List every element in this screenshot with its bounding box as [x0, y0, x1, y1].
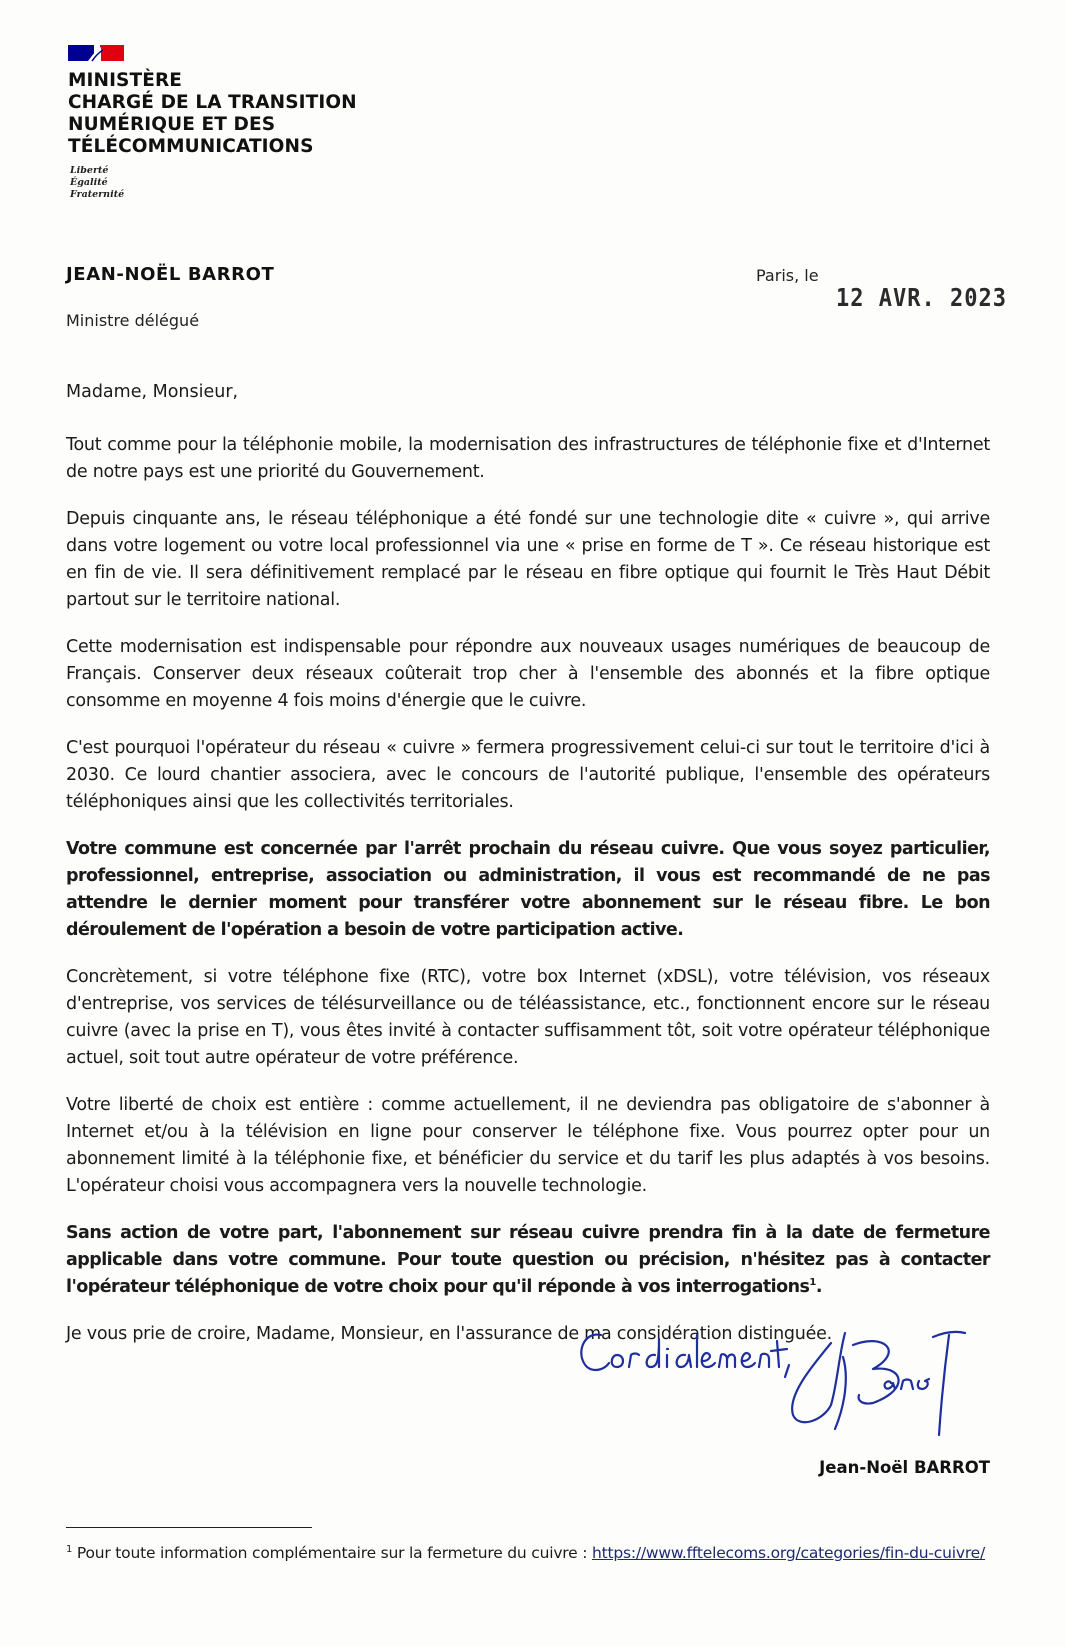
footnote	[66, 1542, 1006, 1565]
paragraph: Cette modernisation est indispensable pour répondre aux nouveaux usages numériques de beaucoup de Français. Conserver deux réseaux coûterait trop cher à l'ensemble des abonnés et la fibre optique consomme en moyenne 4 fois moins d'énergie que le cuivre.	[66, 637, 990, 711]
ministry-line: NUMÉRIQUE ET DES	[68, 114, 276, 135]
paragraph: Je vous prie de croire, Madame, Monsieur, en l'assurance de ma considération distinguée.	[66, 1324, 832, 1344]
marianne-flag-logo	[68, 42, 126, 64]
salutation: Madame, Monsieur,	[66, 382, 239, 402]
footnote-ref: 1	[809, 1277, 816, 1289]
motto-fraternite: Fraternité	[70, 189, 125, 200]
letter-body	[66, 432, 990, 1368]
paragraph-bold	[66, 1220, 990, 1301]
ministry-line: CHARGÉ DE LA TRANSITION	[68, 92, 357, 113]
ministry-name	[68, 70, 428, 158]
handwritten-signature	[573, 1325, 993, 1440]
motto-liberte: Liberté	[70, 165, 109, 176]
sentence-period: .	[815, 1277, 822, 1297]
republic-motto	[70, 165, 124, 201]
date-stamp: 12 AVR. 2023	[836, 284, 1007, 313]
footnote-link[interactable]: https://www.fftelecoms.org/categories/fin-du-cuivre/	[591, 1544, 986, 1562]
ministry-line: TÉLÉCOMMUNICATIONS	[68, 136, 314, 157]
footnote-divider	[66, 1527, 312, 1528]
dateline-place: Paris, le	[756, 266, 819, 285]
footnote-text: Pour toute information complémentaire sur la fermeture du cuivre :	[76, 1544, 592, 1562]
ministry-line: MINISTÈRE	[68, 70, 183, 91]
sender-role: Ministre délégué	[66, 311, 200, 330]
paragraph: C'est pourquoi l'opérateur du réseau « cuivre » fermera progressivement celui-ci sur tout le territoire d'ici à 2030. Ce lourd chantier associera, avec le concours de l'autorité publique, l'ensemble des opérateurs téléphoniques ainsi que les collectivités territoriales.	[66, 738, 990, 812]
sender-name: JEAN-NOËL BARROT	[66, 264, 275, 285]
paragraph: Votre liberté de choix est entière : comme actuellement, il ne deviendra pas obligatoire de s'abonner à Internet et/ou à la télévision en ligne pour conserver le téléphone fixe. Vous pourrez opter pour un abonnement limité à la téléphonie fixe, et bénéficier du service et du tarif les plus adaptés à vos besoins. L'opérateur choisi vous accompagnera vers la nouvelle technologie.	[66, 1095, 990, 1196]
signer-name: Jean-Noël BARROT	[819, 1458, 990, 1477]
motto-egalite: Égalité	[70, 177, 108, 188]
footnote-number: 1	[66, 1543, 73, 1555]
paragraph-bold: Votre commune est concernée par l'arrêt prochain du réseau cuivre. Que vous soyez particulier, professionnel, entreprise, association ou administration, il vous est recommandé de ne pas attendre le dernier moment pour transférer votre abonnement sur le réseau fibre. Le bon déroulement de l'opération a besoin de votre participation active.	[66, 839, 990, 940]
paragraph: Tout comme pour la téléphonie mobile, la modernisation des infrastructures de téléphonie fixe et d'Internet de notre pays est une priorité du Gouvernement.	[66, 435, 990, 482]
paragraph: Depuis cinquante ans, le réseau téléphonique a été fondé sur une technologie dite « cuivre », qui arrive dans votre logement ou votre local professionnel via une « prise en forme de T ». Ce réseau historique est en fin de vie. Il sera définitivement remplacé par le réseau en fibre optique qui fournit le Très Haut Débit partout sur le territoire national.	[66, 509, 990, 610]
paragraph: Concrètement, si votre téléphone fixe (RTC), votre box Internet (xDSL), votre télévision, vos réseaux d'entreprise, vos services de télésurveillance ou de téléassistance, etc., fonctionnent encore sur le réseau cuivre (avec la prise en T), vous êtes invité à contacter suffisamment tôt, soit votre opérateur téléphonique actuel, soit tout autre opérateur de votre préférence.	[66, 967, 990, 1068]
paragraph-bold-text: Sans action de votre part, l'abonnement sur réseau cuivre prendra fin à la date de fermeture applicable dans votre commune. Pour toute question ou précision, n'hésitez pas à contacter l'opérateur téléphonique de votre choix pour qu'il réponde à vos interrogations	[66, 1223, 990, 1297]
